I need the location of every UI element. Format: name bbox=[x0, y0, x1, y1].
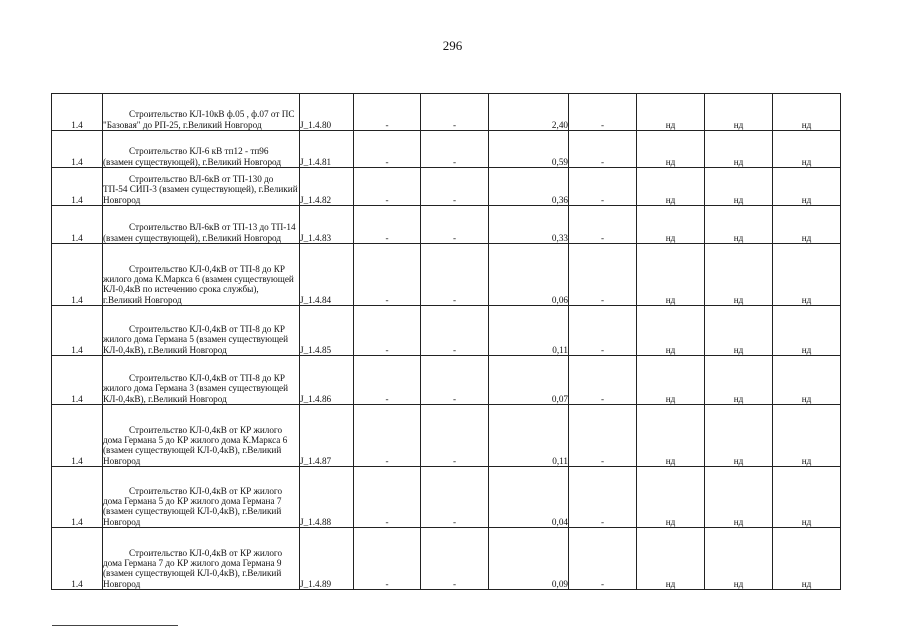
table-row bbox=[52, 206, 841, 244]
project-code: J_1.4.81 bbox=[300, 131, 354, 168]
table-row bbox=[52, 244, 841, 306]
cell-value: 0,06 bbox=[489, 244, 569, 306]
cell-nd: нд bbox=[637, 356, 705, 405]
cell-dash: - bbox=[421, 405, 489, 467]
cell-dash: - bbox=[421, 206, 489, 244]
row-number: 1.4 bbox=[52, 206, 103, 244]
cell-nd: нд bbox=[773, 356, 841, 405]
cell-value: 0,07 bbox=[489, 356, 569, 405]
cell-nd: нд bbox=[637, 131, 705, 168]
cell-value: 0,04 bbox=[489, 467, 569, 528]
project-code: J_1.4.87 bbox=[300, 405, 354, 467]
project-code: J_1.4.89 bbox=[300, 528, 354, 590]
project-name bbox=[103, 168, 300, 206]
project-name bbox=[103, 206, 300, 244]
project-name-text: Строительство КЛ-0,4кВ от КР жилого дома Германа 7 до КР жилого дома Германа 9 (взамен существующей КЛ-0,4кВ), г.Великий Новгород bbox=[103, 547, 283, 589]
cell-nd: нд bbox=[705, 467, 773, 528]
cell-dash: - bbox=[421, 94, 489, 131]
projects-table bbox=[51, 93, 841, 590]
project-name-text: Строительство ВЛ-6кВ от ТП-130 до ТП-54 СИП-3 (взамен существующей), г.Великий Новгород bbox=[103, 174, 298, 205]
cell-value: 0,36 bbox=[489, 168, 569, 206]
cell-nd: нд bbox=[705, 244, 773, 306]
table-body bbox=[52, 94, 841, 590]
project-code: J_1.4.82 bbox=[300, 168, 354, 206]
project-name-text: Строительство КЛ-6 кВ тп12 - тп96 (взамен существующей), г.Великий Новгород bbox=[103, 146, 282, 167]
cell-dash: - bbox=[421, 131, 489, 168]
table-row bbox=[52, 467, 841, 528]
cell-dash: - bbox=[569, 467, 637, 528]
cell-nd: нд bbox=[773, 131, 841, 168]
cell-nd: нд bbox=[705, 528, 773, 590]
cell-dash: - bbox=[569, 94, 637, 131]
project-name-text: Строительство КЛ-10кВ ф.05 , ф.07 от ПС "Базовая" до РП-25, г.Великий Новгород bbox=[103, 109, 295, 130]
project-code: J_1.4.85 bbox=[300, 306, 354, 356]
cell-value: 0,59 bbox=[489, 131, 569, 168]
cell-nd: нд bbox=[637, 168, 705, 206]
cell-dash: - bbox=[354, 356, 421, 405]
project-name-text: Строительство КЛ-0,4кВ от ТП-8 до КР жилого дома Германа 3 (взамен существующей КЛ-0,4кВ), г.Великий Новгород bbox=[103, 373, 289, 404]
cell-value: 0,11 bbox=[489, 306, 569, 356]
cell-dash: - bbox=[354, 306, 421, 356]
cell-dash: - bbox=[421, 528, 489, 590]
table-row bbox=[52, 528, 841, 590]
cell-dash: - bbox=[569, 405, 637, 467]
cell-dash: - bbox=[421, 244, 489, 306]
project-name bbox=[103, 467, 300, 528]
project-name-text: Строительство КЛ-0,4кВ от ТП-8 до КР жилого дома К.Маркса 6 (взамен существующей КЛ-0,4кВ по истечению срока службы), г.Великий Новгород bbox=[103, 263, 294, 305]
footnote-separator bbox=[52, 625, 178, 626]
project-code: J_1.4.83 bbox=[300, 206, 354, 244]
cell-dash: - bbox=[354, 206, 421, 244]
cell-nd: нд bbox=[705, 94, 773, 131]
cell-dash: - bbox=[354, 244, 421, 306]
row-number: 1.4 bbox=[52, 131, 103, 168]
cell-nd: нд bbox=[637, 244, 705, 306]
cell-dash: - bbox=[354, 131, 421, 168]
cell-nd: нд bbox=[773, 306, 841, 356]
cell-nd: нд bbox=[637, 206, 705, 244]
project-name-text: Строительство КЛ-0,4кВ от КР жилого дома Германа 5 до КР жилого дома К.Маркса 6 (взамен существующей КЛ-0,4кВ), г.Великий Новгород bbox=[103, 424, 288, 466]
cell-dash: - bbox=[354, 94, 421, 131]
row-number: 1.4 bbox=[52, 94, 103, 131]
cell-dash: - bbox=[354, 168, 421, 206]
cell-dash: - bbox=[569, 244, 637, 306]
project-name bbox=[103, 131, 300, 168]
cell-dash: - bbox=[421, 356, 489, 405]
cell-dash: - bbox=[569, 356, 637, 405]
row-number: 1.4 bbox=[52, 467, 103, 528]
cell-dash: - bbox=[421, 467, 489, 528]
project-name bbox=[103, 306, 300, 356]
cell-nd: нд bbox=[705, 356, 773, 405]
project-name-text: Строительство КЛ-0,4кВ от КР жилого дома Германа 5 до КР жилого дома Германа 7 (взамен существующей КЛ-0,4кВ), г.Великий Новгород bbox=[103, 485, 283, 527]
cell-nd: нд bbox=[637, 306, 705, 356]
row-number: 1.4 bbox=[52, 356, 103, 405]
cell-nd: нд bbox=[637, 467, 705, 528]
cell-dash: - bbox=[354, 467, 421, 528]
cell-dash: - bbox=[569, 168, 637, 206]
table-row bbox=[52, 131, 841, 168]
cell-nd: нд bbox=[637, 528, 705, 590]
project-name bbox=[103, 405, 300, 467]
project-name-text: Строительство КЛ-0,4кВ от ТП-8 до КР жилого дома Германа 5 (взамен существующей КЛ-0,4кВ), г.Великий Новгород bbox=[103, 324, 289, 355]
cell-dash: - bbox=[421, 306, 489, 356]
project-name bbox=[103, 528, 300, 590]
cell-dash: - bbox=[569, 206, 637, 244]
cell-nd: нд bbox=[637, 405, 705, 467]
cell-value: 0,33 bbox=[489, 206, 569, 244]
project-code: J_1.4.88 bbox=[300, 467, 354, 528]
cell-nd: нд bbox=[705, 405, 773, 467]
cell-nd: нд bbox=[773, 244, 841, 306]
row-number: 1.4 bbox=[52, 528, 103, 590]
cell-dash: - bbox=[421, 168, 489, 206]
cell-nd: нд bbox=[705, 206, 773, 244]
row-number: 1.4 bbox=[52, 168, 103, 206]
cell-value: 2,40 bbox=[489, 94, 569, 131]
table-row bbox=[52, 94, 841, 131]
cell-dash: - bbox=[354, 405, 421, 467]
row-number: 1.4 bbox=[52, 306, 103, 356]
cell-dash: - bbox=[569, 528, 637, 590]
cell-nd: нд bbox=[705, 131, 773, 168]
table-row bbox=[52, 405, 841, 467]
row-number: 1.4 bbox=[52, 405, 103, 467]
cell-nd: нд bbox=[773, 94, 841, 131]
cell-value: 0,11 bbox=[489, 405, 569, 467]
table-row bbox=[52, 168, 841, 206]
cell-nd: нд bbox=[637, 94, 705, 131]
cell-nd: нд bbox=[773, 206, 841, 244]
project-code: J_1.4.80 bbox=[300, 94, 354, 131]
table-row bbox=[52, 306, 841, 356]
cell-value: 0,09 bbox=[489, 528, 569, 590]
project-name bbox=[103, 244, 300, 306]
cell-dash: - bbox=[569, 306, 637, 356]
cell-nd: нд bbox=[705, 306, 773, 356]
cell-nd: нд bbox=[773, 528, 841, 590]
cell-nd: нд bbox=[773, 405, 841, 467]
project-name-text: Строительство ВЛ-6кВ от ТП-13 до ТП-14 (взамен существующей), г.Великий Новгород bbox=[103, 222, 296, 243]
cell-nd: нд bbox=[773, 168, 841, 206]
project-name bbox=[103, 94, 300, 131]
project-code: J_1.4.84 bbox=[300, 244, 354, 306]
cell-nd: нд bbox=[773, 467, 841, 528]
cell-dash: - bbox=[354, 528, 421, 590]
row-number: 1.4 bbox=[52, 244, 103, 306]
page-number: 296 bbox=[442, 38, 463, 53]
table-row bbox=[52, 356, 841, 405]
project-name bbox=[103, 356, 300, 405]
project-code: J_1.4.86 bbox=[300, 356, 354, 405]
cell-dash: - bbox=[569, 131, 637, 168]
cell-nd: нд bbox=[705, 168, 773, 206]
